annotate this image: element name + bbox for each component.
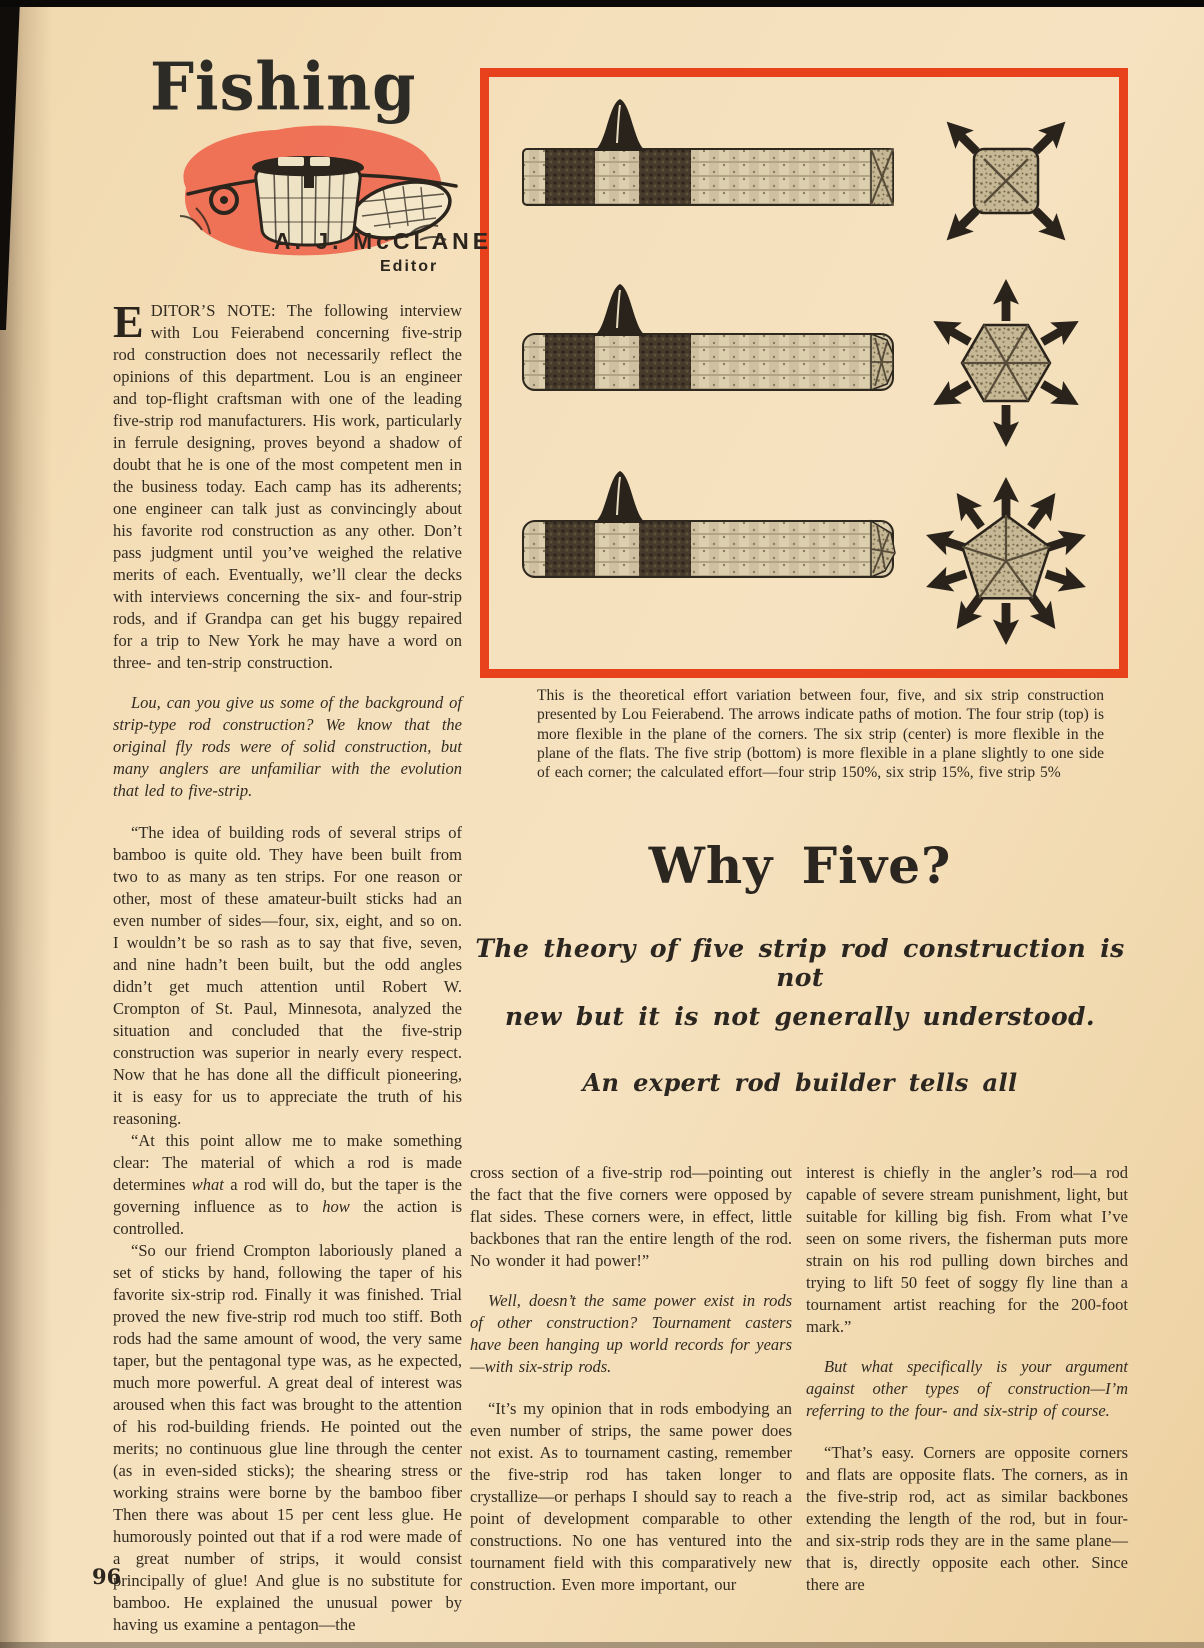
interview-question-3: But what specifically is your argument against other types of construction—I’m referring to the four- and six-strip of course. xyxy=(806,1357,1128,1420)
magazine-page xyxy=(0,6,1204,1648)
four-strip-cross-section-diagram xyxy=(937,112,1074,249)
italic-emphasis-how: how xyxy=(322,1197,350,1216)
deck-line-2: new but it is not generally understood. xyxy=(504,1002,1096,1031)
six-strip-cross-section-diagram xyxy=(927,279,1085,447)
middle-paragraph-2: “It’s my opinion that in rods embodying an even number of strips, the same power does not exist. As to tournament casting, remember the five-strip rod has taken longer to crystallize—or perhaps I should say to reach a point of development comparable to other constructions. No one has ventured into the tournament field with this comparatively new construction. Even more important, our xyxy=(470,1399,792,1594)
section-title: Fishing xyxy=(150,47,417,126)
figure-caption: This is the theoretical effort variation between four, five, and six strip construction presented by Lou Feierabend. The arrows indicate paths of motion. The four strip (top) is more flexible in the plane of the corners. The six strip (center) is more flexible in the plane of the flats. The five strip (bottom) is more flexible in a plane slightly to one side of each corner; the calculated effort—four strip 150%, six strip 15%, five strip 5% xyxy=(537,687,1104,782)
effort-variation-diagram xyxy=(489,77,1119,669)
five-strip-rod-drawing xyxy=(523,471,895,577)
five-strip-cross-section-diagram xyxy=(922,477,1090,645)
deck-line-1: The theory of five strip rod construction is not xyxy=(475,934,1125,992)
interview-question-2: Well, doesn’t the same power exist in rods of other construction? Tournament casters have been hanging up world records for years—with six-strip rods. xyxy=(470,1291,792,1376)
four-strip-rod-drawing xyxy=(523,99,893,205)
left-column xyxy=(113,296,463,1636)
paragraph-point xyxy=(113,1130,462,1240)
six-strip-rod-drawing xyxy=(523,284,893,390)
row-four-strip xyxy=(523,99,1075,250)
editors-note-text: DITOR’S NOTE: The following interview with Lou Feierabend concerning five-strip rod construction does not necessarily reflect the opinions of this department. Lou is an engineer and top-flight craftsman with one of the leading five-strip rod manufacturers. His work, particularly in ferrule designing, proves beyond a shadow of doubt that he is one of the most competent men in the business today. Each camp has its adherents; one engineer can talk just as convincingly about his favorite rod construction as any other. Don’t pass judgment until you’ve weighed the relative merits of each. Eventually, we’ll clear the decks with interviews concerning the six- and four-strip rods, and if Grandpa can get his buggy repaired for a trip to New York he may have a word on three- and ten-strip construction. xyxy=(113,301,462,672)
drop-cap: E xyxy=(113,296,144,347)
right-paragraph-1: interest is chiefly in the angler’s rod—a rod capable of severe stream punishment, light, but suitable for killing big fish. From what I’ve seen on some rivers, the fisherman puts more strain on his rod pulling down birches and trying to lift 50 feet of soggy fly line than a tournament artist reaching for the 200-foot mark.” xyxy=(806,1163,1128,1336)
scan-edge-top xyxy=(0,0,1204,7)
interview-question-1: Lou, can you give us some of the background of strip-type rod construction? We know that the original fly rods were of solid construction, but many anglers are unfamiliar with the evolution that led to five-strip. xyxy=(113,693,462,800)
page-number: 96 xyxy=(92,1564,122,1589)
deck-line-3: An expert rod builder tells all xyxy=(582,1068,1018,1097)
scan-edge-bottom xyxy=(0,1642,1204,1648)
right-paragraph-2: “That’s easy. Corners are opposite corners and flats are opposite flats. The corners, as in the five-strip rod, act as similar backbones extending the length of the rod, but in four- and six-strip rods they are in the same plane—that is, directly opposite each other. Since there are xyxy=(806,1443,1128,1594)
italic-emphasis-what: what xyxy=(191,1175,224,1194)
editor-role: Editor xyxy=(380,258,439,275)
effort-variation-figure xyxy=(480,68,1128,678)
paragraph-point-pre: “At this point allow me to make something clear: The material of which a rod is made determines xyxy=(113,1131,462,1194)
paragraph-crompton: “So our friend Crompton laboriously planed a set of sticks by hand, following the taper of his favorite six-strip rod. Finally it was finished. Trial proved the new five-strip rod much too stiff. Both rods had the same amount of wood, the very same taper, but the pentagonal type was, as he expected, much more powerful. A great deal of interest was aroused when this fact was brought to the attention of his rod-building friends. He pointed out the merits; no continuous glue line through the center (as in even-sided sticks); the shearing stress or working strains were borne by the bamboo fiber Then there was about 15 per cent less glue. He humorously pointed out that if a rod were made of a great number of strips, it would consist principally of glue! And glue is no substitute for bamboo. He explained the unusual power by having us examine a pentagon—the xyxy=(113,1241,462,1634)
right-column xyxy=(806,1162,1128,1596)
paragraph-point-post: the action is controlled. xyxy=(113,1197,462,1238)
article-headline: Why Five? xyxy=(648,836,952,895)
row-six-strip xyxy=(523,279,1085,447)
paragraph-point-mid: a rod will do, but the taper is the governing influence as to xyxy=(113,1175,463,1216)
editors-note xyxy=(113,296,462,674)
middle-column xyxy=(470,1162,792,1596)
middle-paragraph-1: cross section of a five-strip rod—pointing out the fact that the five corners were opposed by flat sides. These corners were, in effect, little backbones that ran the entire length of the rod. No wonder it had power!” xyxy=(470,1163,792,1270)
editor-name: A. J. McCLANE xyxy=(274,228,493,254)
row-five-strip xyxy=(523,471,1090,645)
paragraph-idea: “The idea of building rods of several strips of bamboo is quite old. They have been built from two to as many as ten strips. For one reason or other, most of these amateur-built sticks had an even number of sides—four, six, eight, and so on. I wouldn’t be so rash as to say that five, seven, and nine hadn’t been built, but the odd angles didn’t get much attention until Robert W. Crompton of St. Paul, Minnesota, analyzed the situation and concluded that the five-strip construction was superior in nearly every respect. Now that he has done all the difficult pioneering, it is easy for us to appreciate the truth of his reasoning. xyxy=(113,823,462,1128)
